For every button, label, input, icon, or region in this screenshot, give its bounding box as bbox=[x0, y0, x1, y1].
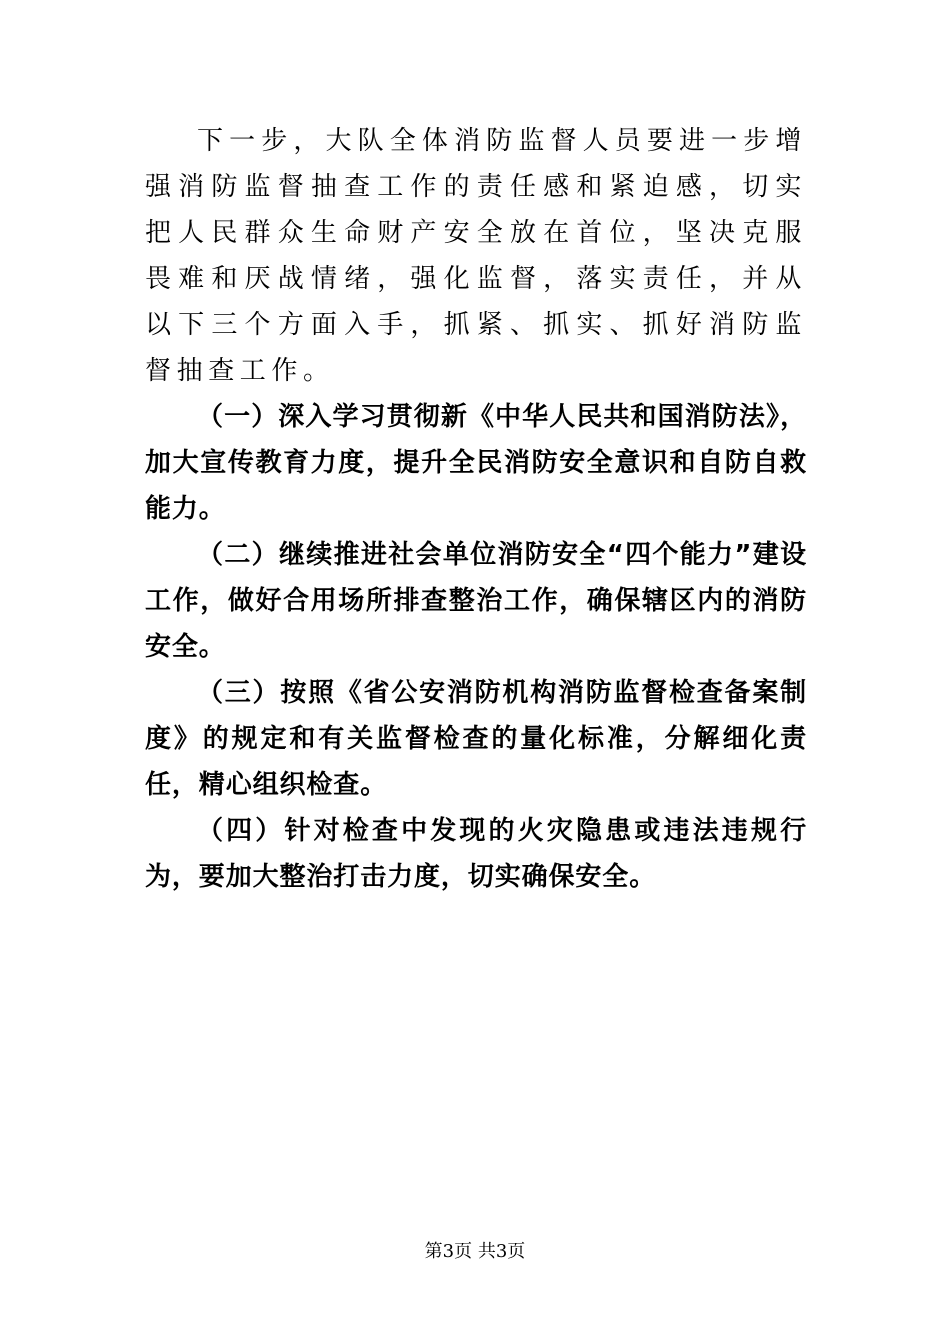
item-paragraph-3: （三）按照《省公安消防机构消防监督检查备案制度》的规定和有关监督检查的量化标准，分解细化责任，精心组织检查。 bbox=[145, 678, 807, 800]
page-footer: 第3页 共3页 bbox=[424, 1241, 526, 1262]
intro-paragraph: 下一步，大队全体消防监督人员要进一步增强消防监督抽查工作的责任感和紧迫感，切实把人民群众生命财产安全放在首位，坚决克服畏难和厌战情绪，强化监督，落实责任，并从以下三个方面入手，抓紧、抓实、抓好消防监督抽查工作。 bbox=[145, 126, 807, 386]
item-paragraph-2: （二）继续推进社会单位消防安全“四个能力”建设工作，做好合用场所排查整治工作，确保辖区内的消防安全。 bbox=[145, 540, 807, 662]
item-paragraph-4: （四）针对检查中发现的火灾隐患或违法违规行为，要加大整治打击力度，切实确保安全。 bbox=[145, 816, 807, 892]
document-body bbox=[145, 118, 807, 900]
item-paragraph-1: （一）深入学习贯彻新《中华人民共和国消防法》，加大宣传教育力度，提升全民消防安全意识和自防自救能力。 bbox=[145, 402, 807, 524]
